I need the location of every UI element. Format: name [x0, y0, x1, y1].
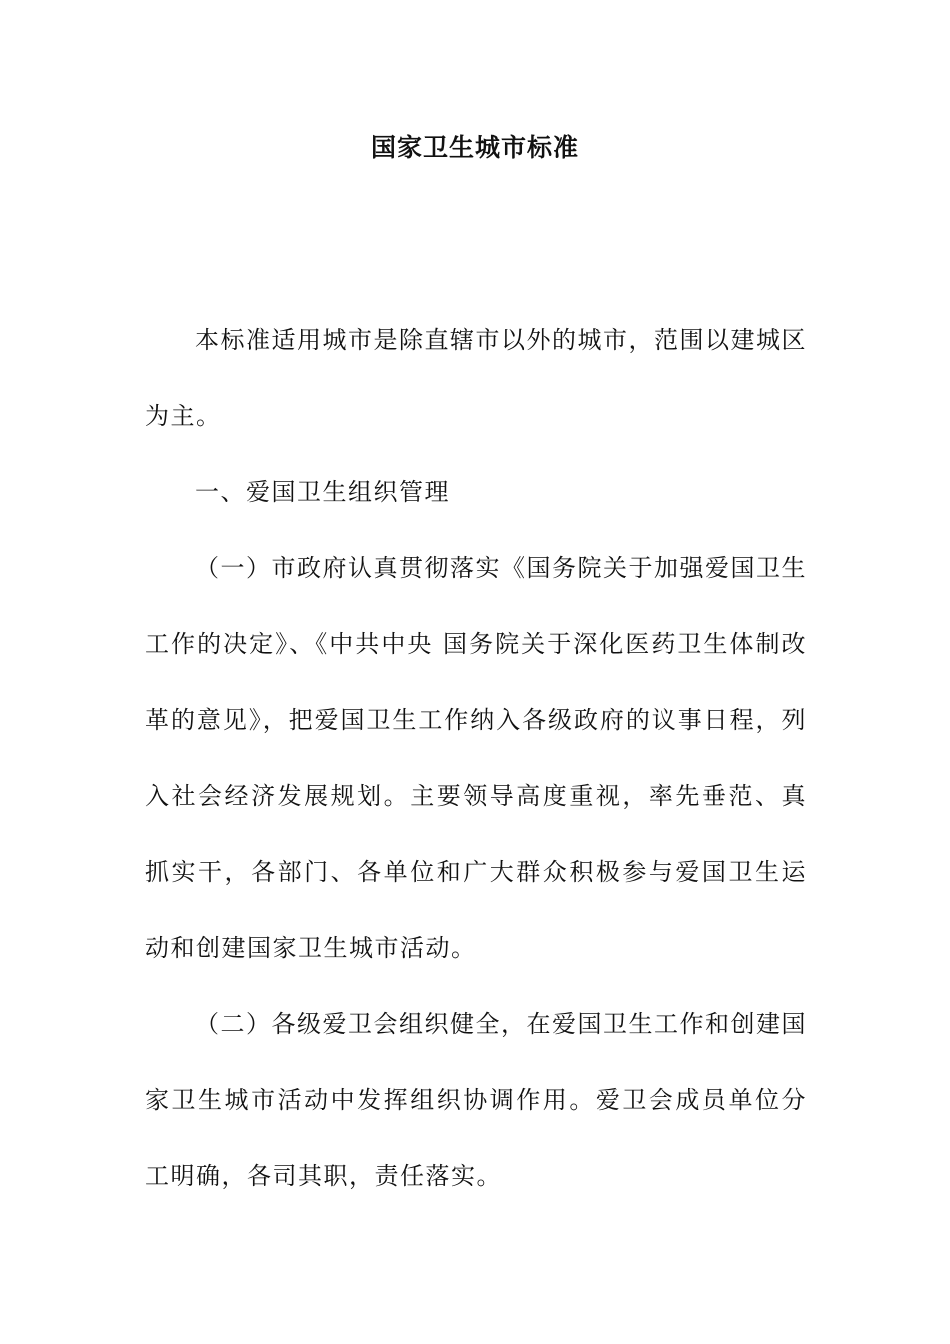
document-body [145, 302, 807, 1214]
paragraph-scope: 本标准适用城市是除直辖市以外的城市，范围以建城区为主。 [145, 326, 807, 430]
paragraph-item-1: （一）市政府认真贯彻落实《国务院关于加强爱国卫生工作的决定》、《中共中央 国务院关于深化医药卫生体制改革的意见》，把爱国卫生工作纳入各级政府的议事日程，列入社会经济发展规划。主要领导高度重视，率先垂范、真抓实干，各部门、各单位和广大群众积极参与爱国卫生运动和创建国家卫生城市活动。 [145, 554, 807, 962]
document-title: 国家卫生城市标准 [370, 133, 579, 162]
paragraph-item-2: （二）各级爱卫会组织健全，在爱国卫生工作和创建国家卫生城市活动中发挥组织协调作用。爱卫会成员单位分工明确，各司其职，责任落实。 [145, 1010, 807, 1190]
section-heading-organization-management: 一、爱国卫生组织管理 [195, 478, 450, 506]
